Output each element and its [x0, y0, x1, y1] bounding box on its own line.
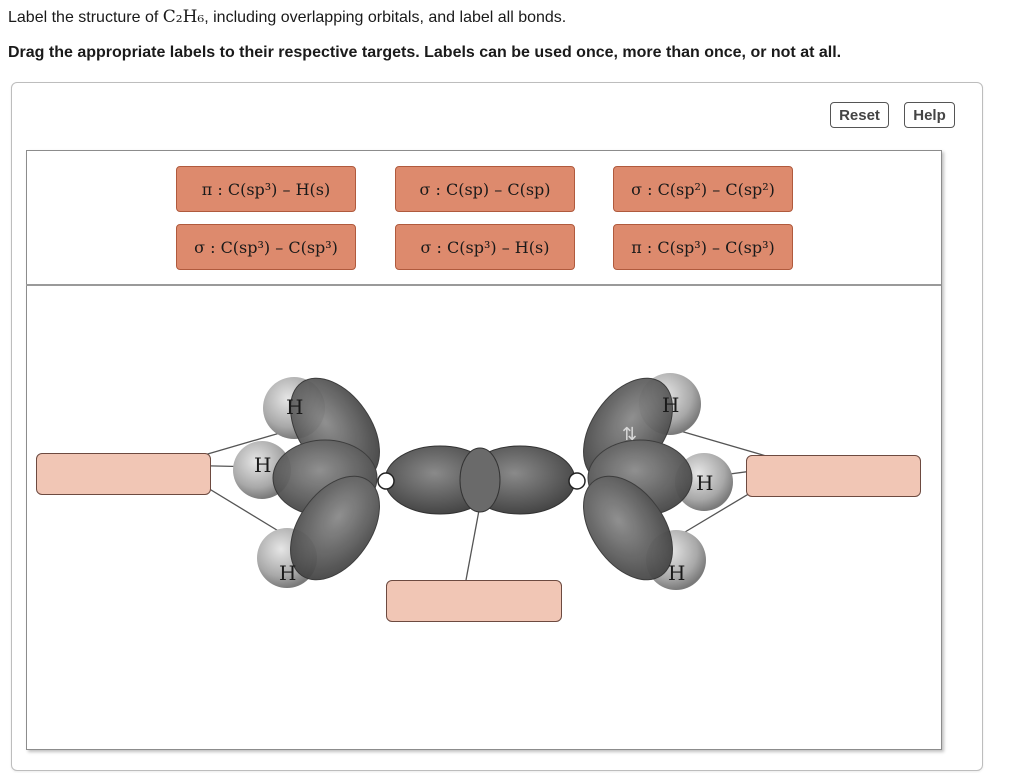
label-pi-csp3-hs[interactable]: π : C(sp³) – H(s) — [176, 166, 356, 212]
right-carbon-atom — [569, 473, 585, 489]
label-pi-csp3-csp3[interactable]: π : C(sp³) – C(sp³) — [613, 224, 793, 270]
bond-type: π — [201, 179, 213, 199]
label-left-orbital: C(sp³) — [657, 237, 707, 257]
reset-button[interactable]: Reset — [830, 102, 889, 128]
atom-h-right-mid: H — [696, 471, 714, 495]
bond-type: σ — [420, 237, 432, 257]
atom-h-left-top: H — [286, 395, 304, 419]
question-prefix: Label the structure of — [8, 9, 163, 26]
cc-sigma-overlap — [385, 446, 575, 514]
drop-target-right[interactable] — [746, 455, 921, 497]
label-right-orbital: H(s) — [514, 237, 550, 257]
atom-h-left-bottom: H — [279, 561, 297, 585]
label-sigma-csp3-hs[interactable]: σ : C(sp³) – H(s) — [395, 224, 575, 270]
atom-h-right-top: H — [662, 393, 680, 417]
label-right-orbital: C(sp²) — [725, 179, 775, 199]
bond-type: σ — [194, 237, 205, 257]
bond-type: σ — [631, 179, 642, 199]
label-right-orbital: H(s) — [295, 179, 331, 199]
label-left-orbital: C(sp²) — [657, 179, 708, 199]
label-right-orbital: C(sp) — [507, 179, 551, 199]
label-left-orbital: C(sp³) — [220, 237, 271, 257]
label-left-orbital: C(sp) — [445, 179, 490, 199]
atom-h-right-bottom: H — [668, 561, 686, 585]
label-left-orbital: C(sp³) — [227, 179, 278, 199]
drop-target-bottom[interactable] — [386, 580, 562, 622]
left-carbon-atom — [378, 473, 394, 489]
label-left-orbital: C(sp³) — [447, 237, 497, 257]
question-suffix: , including overlapping orbitals, and label all bonds. — [204, 9, 567, 26]
label-sigma-csp-csp[interactable]: σ : C(sp) – C(sp) — [395, 166, 575, 212]
label-sigma-csp3-csp3[interactable]: σ : C(sp³) – C(sp³) — [176, 224, 356, 270]
label-sigma-csp2-csp2[interactable]: σ : C(sp²) – C(sp²) — [613, 166, 793, 212]
spin-arrows-icon: ⇅ — [622, 424, 638, 445]
drag-instructions: Drag the appropriate labels to their respective targets. Labels can be used once, more than once, or not at all. — [8, 44, 842, 61]
label-right-orbital: C(sp³) — [288, 237, 338, 257]
label-right-orbital: C(sp³) — [725, 237, 775, 257]
help-button[interactable]: Help — [904, 102, 955, 128]
bond-type: π — [631, 237, 642, 257]
formula: C₂H₆ — [162, 7, 205, 27]
drop-target-left[interactable] — [36, 453, 211, 495]
atom-h-left-mid: H — [254, 453, 272, 477]
bond-type: σ — [419, 179, 431, 199]
